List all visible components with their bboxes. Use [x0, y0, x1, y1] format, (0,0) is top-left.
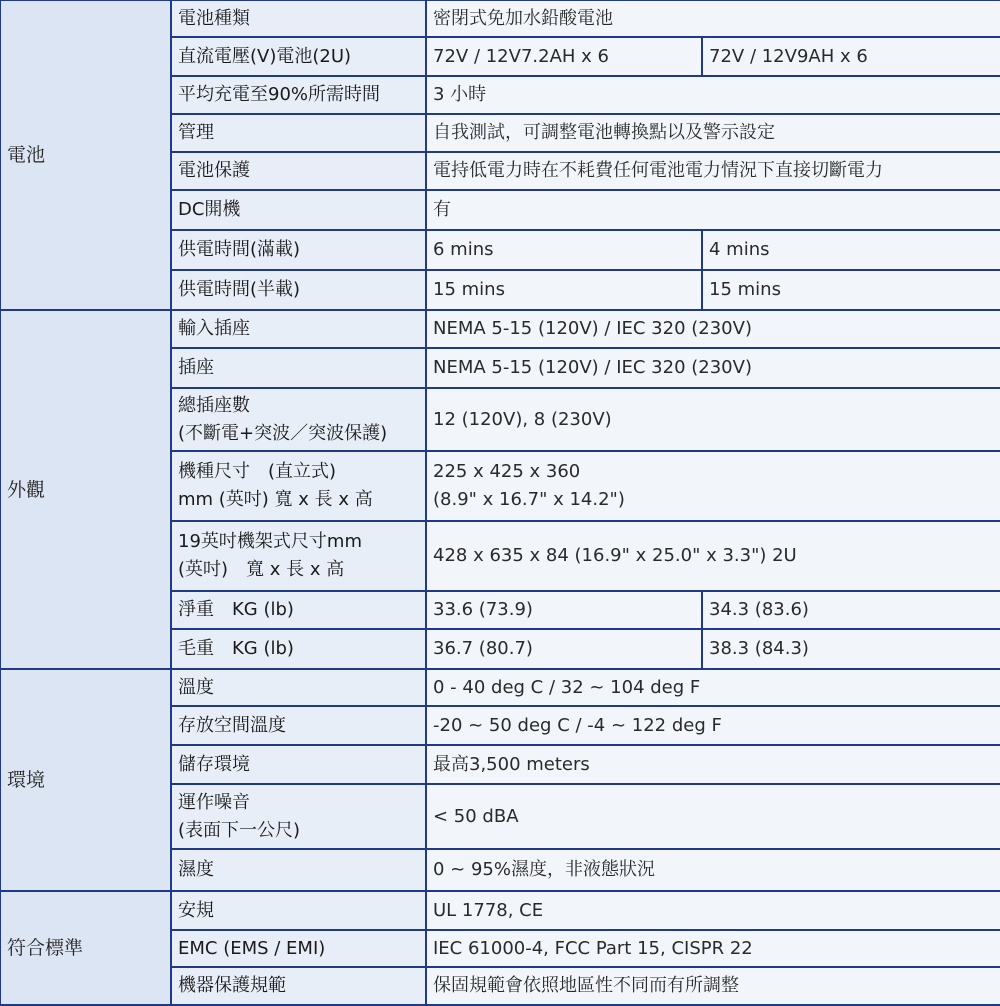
row-value: UL 1778, CE [426, 891, 1000, 930]
row-value: 0 - 40 deg C / 32 ~ 104 deg F [426, 669, 1000, 706]
row-value: 3 小時 [426, 76, 1000, 114]
row-label: 直流電壓(V)電池(2U) [171, 37, 426, 76]
row-value [426, 451, 1000, 521]
row-label: 機器保護規範 [171, 967, 426, 1005]
row-label: 供電時間(半載) [171, 270, 426, 310]
row-value: 密閉式免加水鉛酸電池 [426, 0, 1000, 37]
row-label: 溫度 [171, 669, 426, 706]
row-value-line-1: 225 x 425 x 360 [433, 461, 581, 482]
row-value-2: 4 mins [702, 230, 1000, 270]
row-value-2: 72V / 12V9AH x 6 [702, 37, 1000, 76]
row-label-line-1: 機種尺寸 (直立式) [178, 461, 337, 482]
row-value: NEMA 5-15 (120V) / IEC 320 (230V) [426, 348, 1000, 388]
table-row [0, 669, 1000, 706]
table-row [0, 310, 1000, 348]
row-label-line-1: 總插座數 [178, 394, 250, 416]
table-row [0, 891, 1000, 930]
row-value: 有 [426, 190, 1000, 230]
row-label: 毛重 KG (lb) [171, 629, 426, 669]
row-label: 插座 [171, 348, 426, 388]
row-label: 平均充電至90%所需時間 [171, 76, 426, 114]
row-value: 6 mins [426, 230, 702, 270]
row-value-line-2: (8.9" x 16.7" x 14.2") [433, 489, 625, 510]
row-label: 濕度 [171, 849, 426, 891]
row-value: 自我測試，可調整電池轉換點以及警示設定 [426, 114, 1000, 152]
row-label: EMC (EMS / EMI) [171, 930, 426, 967]
row-label-line-1: 19英吋機架式尺寸mm [178, 531, 362, 552]
row-label: DC開機 [171, 190, 426, 230]
row-label: 管理 [171, 114, 426, 152]
row-value: 最高3,500 meters [426, 745, 1000, 784]
row-value: NEMA 5-15 (120V) / IEC 320 (230V) [426, 310, 1000, 348]
section-battery: 電池 [0, 0, 171, 310]
row-label: 淨重 KG (lb) [171, 591, 426, 629]
row-label: 安規 [171, 891, 426, 930]
table-row [0, 0, 1000, 37]
row-value-2: 15 mins [702, 270, 1000, 310]
row-label [171, 521, 426, 591]
row-label: 儲存環境 [171, 745, 426, 784]
row-value-2: 38.3 (84.3) [702, 629, 1000, 669]
row-label [171, 784, 426, 849]
row-label-line-2: (不斷電+突波／突波保護) [178, 422, 388, 444]
row-value-2: 34.3 (83.6) [702, 591, 1000, 629]
row-value: 36.7 (80.7) [426, 629, 702, 669]
row-value: IEC 61000-4, FCC Part 15, CISPR 22 [426, 930, 1000, 967]
row-label [171, 388, 426, 451]
row-value: < 50 dBA [426, 784, 1000, 849]
row-label-line-1: 運作噪音 [178, 791, 250, 813]
row-label-line-2: (表面下一公尺) [178, 819, 301, 841]
row-value: 15 mins [426, 270, 702, 310]
row-label: 輸入插座 [171, 310, 426, 348]
row-value: 33.6 (73.9) [426, 591, 702, 629]
row-value: 428 x 635 x 84 (16.9" x 25.0" x 3.3") 2U [426, 521, 1000, 591]
row-label [171, 451, 426, 521]
row-value: 電持低電力時在不耗費任何電池電力情況下直接切斷電力 [426, 152, 1000, 190]
row-value: 12 (120V), 8 (230V) [426, 388, 1000, 451]
section-environment: 環境 [0, 669, 171, 891]
row-value: 保固規範會依照地區性不同而有所調整 [426, 967, 1000, 1005]
row-label: 存放空間溫度 [171, 706, 426, 745]
section-appearance: 外觀 [0, 310, 171, 669]
row-label: 電池種類 [171, 0, 426, 37]
row-value: 72V / 12V7.2AH x 6 [426, 37, 702, 76]
section-standards: 符合標準 [0, 891, 171, 1005]
row-value: -20 ~ 50 deg C / -4 ~ 122 deg F [426, 706, 1000, 745]
row-label: 供電時間(滿載) [171, 230, 426, 270]
row-label-line-2: (英吋) 寬 x 長 x 高 [178, 559, 345, 580]
row-label-line-2: mm (英吋) 寬 x 長 x 高 [178, 489, 373, 510]
row-label: 電池保護 [171, 152, 426, 190]
row-value: 0 ~ 95%濕度，非液態狀況 [426, 849, 1000, 891]
